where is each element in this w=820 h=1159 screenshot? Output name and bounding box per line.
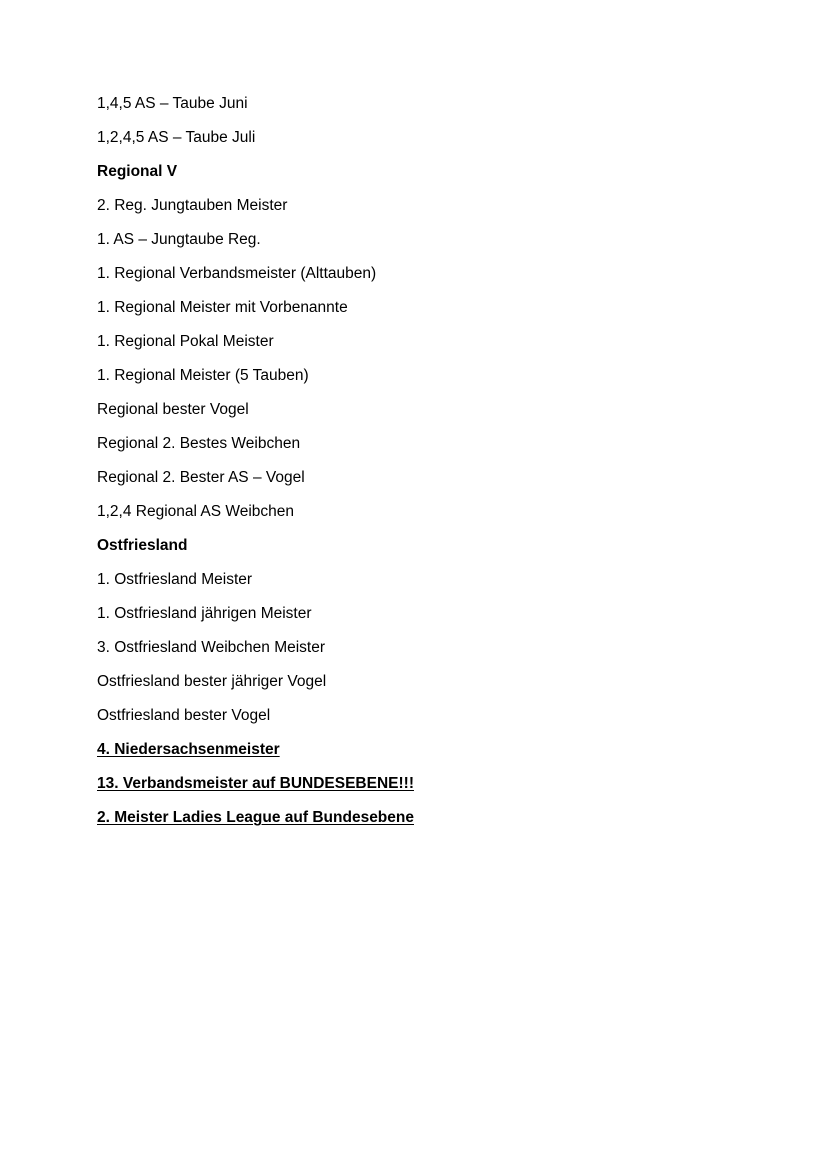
document-line: 4. Niedersachsenmeister [97,741,280,758]
document-line: 1. Regional Pokal Meister [97,333,274,350]
document-line: 1. Regional Meister (5 Tauben) [97,367,309,384]
document-line: 1,2,4 Regional AS Weibchen [97,503,295,520]
document-line: 1. AS – Jungtaube Reg. [97,231,261,248]
document-line: 13. Verbandsmeister auf BUNDESEBENE!!! [97,775,414,792]
document-line: Regional bester Vogel [97,401,249,418]
document-line: Ostfriesland bester Vogel [97,707,271,724]
document-line: Regional 2. Bestes Weibchen [97,435,301,452]
document-line: 1. Ostfriesland jährigen Meister [97,605,312,622]
document-line: 1,4,5 AS – Taube Juni [97,95,248,112]
document-line: 1. Regional Verbandsmeister (Alttauben) [97,265,377,282]
document-line: 1,2,4,5 AS – Taube Juli [97,129,256,146]
document-line: Regional V [97,163,178,180]
document-line: Regional 2. Bester AS – Vogel [97,469,305,486]
document-line: 1. Ostfriesland Meister [97,571,253,588]
document-line: 2. Meister Ladies League auf Bundesebene [97,809,414,826]
document-line: 3. Ostfriesland Weibchen Meister [97,639,326,656]
document-line: 2. Reg. Jungtauben Meister [97,197,288,214]
document-line: Ostfriesland bester jähriger Vogel [97,673,327,690]
document-line: Ostfriesland [97,537,188,554]
document-line: 1. Regional Meister mit Vorbenannte [97,299,348,316]
